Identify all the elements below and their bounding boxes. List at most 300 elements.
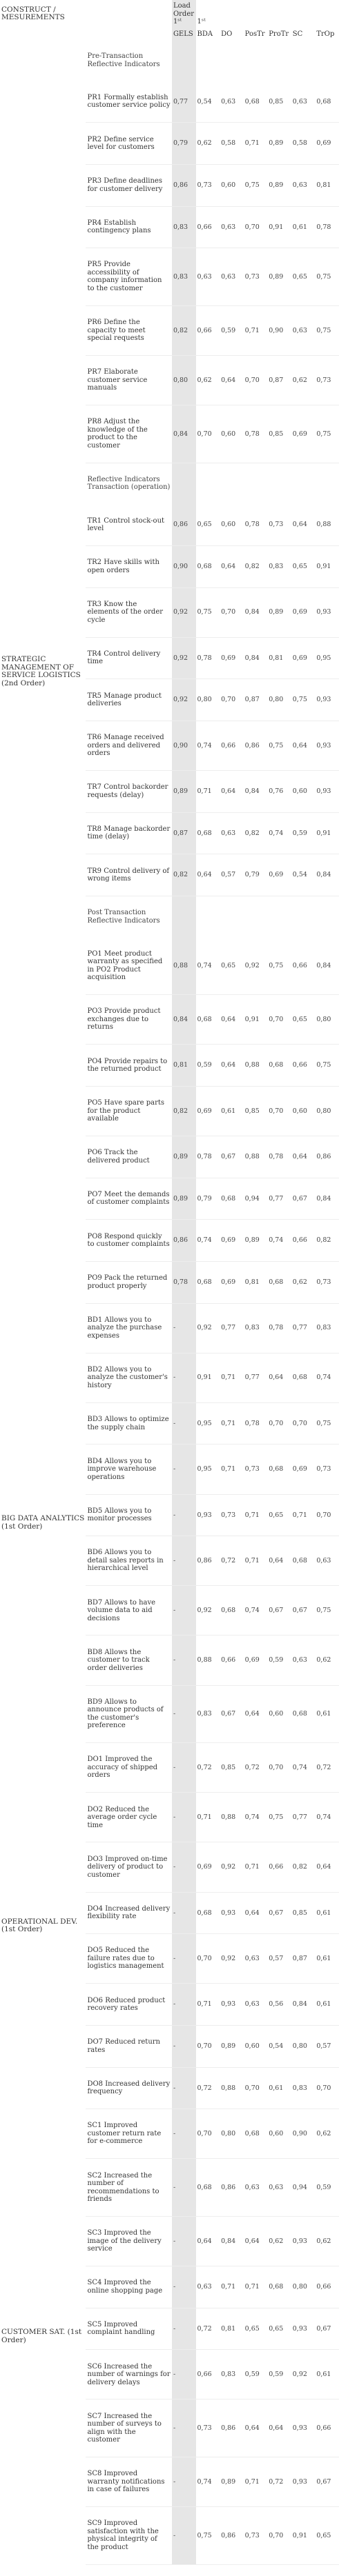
loading-cell-postr [244,463,268,504]
col-header-gels: GELS [172,28,196,41]
indicator-label: TR1 Control stock-out level [86,504,171,545]
loading-cell-sc: 0,64 [291,721,316,770]
loading-cell-trop: 0,61 [315,1934,339,1984]
loading-cell-postr: 0,88 [244,1136,268,1178]
loading-cell-postr: 0,74 [244,1586,268,1636]
loading-cell-trop: 0,73 [315,355,339,405]
indicator-label: SC7 Increased the number of surveys to align with the customer [86,2399,171,2457]
loading-cell-protr: 0,87 [267,355,291,405]
indicator-label: DO1 Improved the accuracy of shipped orders [86,1743,171,1793]
loading-cell-bda: 0,75 [196,587,220,637]
col-header-do: DO [221,30,233,38]
indicator-label: PR7 Elaborate customer service manuals [86,355,171,405]
loading-cell-gels: 0,86 [172,504,196,545]
col-header-sc: SC [292,30,303,38]
loading-cell-postr [244,40,268,81]
loading-cell-postr: 0,68 [244,81,268,123]
loading-cell-protr: 0,89 [267,587,291,637]
loading-cell-gels: 0,82 [172,1086,196,1136]
loading-cell-do: 0,66 [220,1636,244,1685]
loading-cell-gels: 0,89 [172,1136,196,1178]
loading-cell-postr: 0,79 [244,854,268,896]
loading-cell-bda: 0,78 [196,1136,220,1178]
loading-cell-sc: 0,60 [291,1086,316,1136]
indicator-label: BD3 Allows to optimize the supply chain [86,1402,171,1445]
loading-cell-postr: 0,71 [244,2457,268,2507]
loading-cell-trop: 0,57 [315,2025,339,2067]
loading-cell-trop: 0,66 [315,2399,339,2457]
loading-cell-do: 0,63 [220,812,244,854]
loading-cell-sc [291,40,316,81]
loading-cell-trop: 0,95 [315,637,339,679]
loading-cell-trop: 0,93 [315,721,339,770]
indicator-label: PR1 Formally establish customer service policy [86,81,171,123]
loading-cell-gels: 0,83 [172,206,196,248]
loading-cell-protr: 0,80 [267,679,291,721]
loading-cell-protr [267,40,291,81]
indicator-label: PO6 Track the delivered product [86,1136,171,1178]
loading-cell-do: 0,93 [220,1892,244,1934]
loading-cell-sc: 0,82 [291,1842,316,1892]
loading-cell-do: 0,67 [220,1136,244,1178]
loading-cell-bda: 0,64 [196,854,220,896]
indicator-label: TR8 Manage backorder time (delay) [86,812,171,854]
loading-cell-gels: - [172,1934,196,1984]
loading-cell-sc: 0,87 [291,1934,316,1984]
loading-cell-protr: 0,74 [267,812,291,854]
loading-cell-trop: 0,61 [315,2350,339,2399]
indicator-label: DO8 Increased delivery frequency [86,2067,171,2109]
indicator-label: SC1 Improved customer return rate for e-commerce [86,2109,171,2159]
loading-cell-sc: 0,54 [291,854,316,896]
loading-cell-bda: 0,68 [196,1261,220,1303]
loading-cell-postr: 0,65 [244,2308,268,2350]
indicator-label: BD8 Allows the customer to track order deliveries [86,1636,171,1685]
loading-cell-do: 0,92 [220,1934,244,1984]
loading-cell-trop: 0,75 [315,405,339,463]
loading-cell-bda: 0,93 [196,1494,220,1536]
loading-cell-protr: 0,68 [267,1045,291,1087]
loading-cell-sc: 0,85 [291,1892,316,1934]
loading-cell-trop: 0,80 [315,995,339,1045]
loading-cell-do: 0,92 [220,1842,244,1892]
loading-cell-sc: 0,59 [291,812,316,854]
indicator-label: DO4 Increased delivery flexibility rate [86,1892,171,1934]
loading-cell-sc: 0,71 [291,1494,316,1536]
loading-cell-protr: 0,56 [267,1984,291,2026]
loading-cell-do: 0,64 [220,995,244,1045]
loading-cell-do: 0,60 [220,504,244,545]
loading-cell-postr: 0,70 [244,206,268,248]
loading-cell-bda: 0,70 [196,2025,220,2067]
loading-cell-sc: 0,77 [291,1303,316,1353]
loading-cell-trop: 0,75 [315,1402,339,1445]
indicator-label: SC3 Improved the image of the delivery service [86,2216,171,2266]
loading-cell-trop: 0,84 [315,854,339,896]
loading-cell-bda: 0,59 [196,1045,220,1087]
loading-cell-do: 0,84 [220,2216,244,2266]
loading-cell-sc: 0,80 [291,2025,316,2067]
loading-cell-sc: 0,70 [291,1402,316,1445]
loading-cell-postr: 0,64 [244,2216,268,2266]
loading-cell-postr: 0,69 [244,1636,268,1685]
loading-cell-protr: 0,66 [267,1842,291,1892]
indicator-label: BD6 Allows you to detail sales reports in hierarchical level [86,1536,171,1586]
loading-cell-bda: 0,68 [196,2159,220,2217]
loading-cell-gels: - [172,1743,196,1793]
table-header [0,0,339,40]
loading-cell-protr: 0,67 [267,1586,291,1636]
loading-cell-postr: 0,70 [244,2067,268,2109]
loading-cell-bda: 0,72 [196,2308,220,2350]
loading-cell-bda: 0,71 [196,771,220,813]
loading-cell-postr: 0,83 [244,1303,268,1353]
loading-cell-postr: 0,70 [244,355,268,405]
loading-cell-gels: 0,84 [172,405,196,463]
loading-cell-postr: 0,64 [244,1685,268,1743]
loading-cell-trop: 0,91 [315,545,339,587]
loading-cell-trop: 0,73 [315,1445,339,1494]
indicator-label: PO8 Respond quickly to customer complaints [86,1220,171,1262]
loading-cell-do: 0,69 [220,637,244,679]
loading-cell-do: 0,60 [220,405,244,463]
loading-cell-gels: - [172,1984,196,2026]
loading-cell-sc: 0,75 [291,679,316,721]
loading-cell-bda: 0,74 [196,721,220,770]
indicator-label: TR6 Manage received orders and delivered orders [86,721,171,770]
loading-cell-bda: 0,71 [196,1984,220,2026]
loading-cell-trop: 0,70 [315,1494,339,1536]
loading-cell-sc: 0,60 [291,771,316,813]
indicator-group-label: Post Transaction Reflective Indicators [87,909,160,925]
loading-cell-do: 0,71 [220,1353,244,1402]
loading-cell-gels: 0,89 [172,771,196,813]
loading-cell-protr: 0,57 [267,1934,291,1984]
section-subheader-row [0,40,339,81]
loading-cell-gels: - [172,1353,196,1402]
loading-cell-postr: 0,59 [244,2350,268,2399]
loading-cell-postr: 0,71 [244,305,268,355]
indicator-label: BD2 Allows you to analyze the customer's history [86,1353,171,1402]
loading-cell-postr: 0,86 [244,721,268,770]
loading-cell-trop: 0,62 [315,1636,339,1685]
loading-cell-trop: 0,67 [315,2457,339,2507]
loading-cell-sc [291,896,316,937]
loading-cell-sc: 0,61 [291,206,316,248]
indicator-label: PO3 Provide product exchanges due to returns [86,995,171,1045]
loading-cell-bda: 0,63 [196,248,220,306]
indicator-label: PO4 Provide repairs to the returned product [86,1045,171,1087]
loading-cell-bda: 0,68 [196,545,220,587]
loading-cell-trop: 0,81 [315,164,339,206]
loading-cell-sc: 0,93 [291,2457,316,2507]
loading-cell-do: 0,65 [220,938,244,995]
loading-cell-do: 0,81 [220,2308,244,2350]
loading-cell-sc: 0,90 [291,2109,316,2159]
loading-cell-do: 0,69 [220,1220,244,1262]
indicator-label: DO2 Reduced the average order cycle time [86,1793,171,1842]
indicator-label: TR3 Know the elements of the order cycle [86,587,171,637]
loading-cell-protr: 0,89 [267,164,291,206]
loading-cell-trop: 0,91 [315,812,339,854]
loading-cell-bda: 0,75 [196,2507,220,2565]
loading-cell-trop: 0,84 [315,1178,339,1220]
loading-cell-trop: 0,75 [315,248,339,306]
indicator-label: PR4 Establish contingency plans [86,206,171,248]
loading-cell-postr: 0,82 [244,812,268,854]
loading-cell-bda: 0,88 [196,1636,220,1685]
loading-cell-trop: 0,70 [315,2067,339,2109]
loading-cell-protr: 0,67 [267,1892,291,1934]
loading-cell-do: 0,89 [220,2457,244,2507]
loading-cell-bda: 0,78 [196,637,220,679]
loading-cell-protr: 0,74 [267,1220,291,1262]
indicator-label: PO9 Pack the returned product properly [86,1261,171,1303]
loading-cell-protr: 0,89 [267,248,291,306]
loading-cell-gels: 0,82 [172,305,196,355]
loading-cell-bda: 0,86 [196,1536,220,1586]
loading-cell-sc: 0,65 [291,995,316,1045]
loading-cell-trop: 0,72 [315,1743,339,1793]
loading-cell-bda: 0,73 [196,2399,220,2457]
loading-cell-protr: 0,62 [267,2216,291,2266]
loading-cell-do: 0,93 [220,1984,244,2026]
loading-cell-bda: 0,66 [196,305,220,355]
loading-cell-do: 0,59 [220,305,244,355]
loading-cell-do: 0,86 [220,2507,244,2565]
loading-cell-do: 0,80 [220,2109,244,2159]
loading-cell-postr: 0,89 [244,1220,268,1262]
loading-cell-do: 0,68 [220,1178,244,1220]
loading-cell-gels: 0,78 [172,1261,196,1303]
loading-cell-sc: 0,69 [291,637,316,679]
loading-cell-bda: 0,71 [196,1793,220,1842]
loading-cell-trop: 0,75 [315,1045,339,1087]
indicator-label: SC5 Improved complaint handling [86,2308,171,2350]
loading-cell-bda: 0,66 [196,2350,220,2399]
loading-cell-sc: 0,62 [291,1261,316,1303]
loading-cell-do: 0,60 [220,164,244,206]
loading-cell-bda: 0,64 [196,2216,220,2266]
loading-cell-do: 0,89 [220,2025,244,2067]
loading-cell-gels [172,40,196,81]
loading-cell-sc: 0,68 [291,1536,316,1586]
loading-cell-bda: 0,72 [196,2067,220,2109]
item-header [86,0,171,28]
loading-cell-gels: - [172,1536,196,1586]
loading-cell-trop: 0,69 [315,123,339,165]
loading-cell-bda: 0,74 [196,1220,220,1262]
loading-cell-bda: 0,74 [196,938,220,995]
table-body [0,40,339,2564]
indicator-label: SC6 Increased the number of warnings for delivery delays [86,2350,171,2399]
loading-cell-gels: - [172,2025,196,2067]
loading-cell-do: 0,58 [220,123,244,165]
loading-cell-trop: 0,93 [315,587,339,637]
loading-cell-bda: 0,70 [196,405,220,463]
loading-cell-trop [315,896,339,937]
loading-cell-gels: 0,82 [172,854,196,896]
loading-cell-postr: 0,64 [244,1892,268,1934]
loading-cell-gels: - [172,1892,196,1934]
loading-cell-protr: 0,65 [267,2308,291,2350]
loading-cell-postr: 0,71 [244,2266,268,2308]
loading-cell-gels: - [172,2109,196,2159]
indicator-label: DO6 Reduced product recovery rates [86,1984,171,2026]
loading-cell-do: 0,68 [220,1586,244,1636]
loading-cell-gels: - [172,1842,196,1892]
loading-cell-protr: 0,81 [267,637,291,679]
loading-cell-gels: - [172,2159,196,2217]
loading-cell-protr: 0,63 [267,2159,291,2217]
loading-cell-postr: 0,73 [244,1445,268,1494]
loading-cell-sc: 0,68 [291,1685,316,1743]
loading-cell-do: 0,83 [220,2350,244,2399]
table-row [0,2109,339,2159]
loading-cell-protr: 0,85 [267,81,291,123]
loading-cell-postr: 0,63 [244,1934,268,1984]
loading-cell-do: 0,64 [220,1045,244,1087]
loading-cell-sc [291,463,316,504]
loading-cell-protr [267,896,291,937]
loading-cell-gels: 0,87 [172,812,196,854]
loading-cell-protr: 0,91 [267,206,291,248]
loading-cell-trop: 0,63 [315,1536,339,1586]
indicator-label: TR9 Control delivery of wrong items [86,854,171,896]
loading-cell-bda: 0,65 [196,504,220,545]
loading-cell-bda: 0,62 [196,123,220,165]
loading-cell-protr: 0,70 [267,1402,291,1445]
loading-cell-sc: 0,58 [291,123,316,165]
indicator-label: DO7 Reduced return rates [86,2025,171,2067]
indicator-label: PR2 Define service level for customers [86,123,171,165]
table-row [0,1743,339,1793]
loading-cell-do: 0,73 [220,1494,244,1536]
loading-cell-protr: 0,90 [267,305,291,355]
col-header-protr: ProTr [269,30,289,38]
loading-cell-bda: 0,70 [196,2109,220,2159]
loading-cell-gels: 0,84 [172,995,196,1045]
loading-cell-gels: - [172,1636,196,1685]
loading-cell-gels: 0,86 [172,164,196,206]
loading-cell-do [220,896,244,937]
loading-cell-protr: 0,76 [267,771,291,813]
loading-cell-postr: 0,60 [244,2025,268,2067]
indicator-label: PR6 Define the capacity to meet special requests [86,305,171,355]
loading-cell-postr: 0,72 [244,1743,268,1793]
loading-cell-postr [244,896,268,937]
loading-cell-do: 0,77 [220,1303,244,1353]
loading-cell-gels: 0,89 [172,1178,196,1220]
loading-cell-do: 0,69 [220,1261,244,1303]
loading-cell-protr: 0,77 [267,1178,291,1220]
indicator-label: DO3 Improved on-time delivery of product to customer [86,1842,171,1892]
loading-cell-postr: 0,87 [244,679,268,721]
loading-cell-postr: 0,78 [244,1402,268,1445]
col-header-postr: PosTr [244,30,265,38]
loading-cell-postr: 0,81 [244,1261,268,1303]
loading-cell-do: 0,71 [220,1402,244,1445]
indicator-label: BD7 Allows to have volume data to aid decisions [86,1586,171,1636]
loading-cell-bda: 0,95 [196,1402,220,1445]
loading-cell-bda: 0,91 [196,1353,220,1402]
loading-cell-gels: 0,88 [172,938,196,995]
loading-cell-postr: 0,75 [244,164,268,206]
loading-cell-trop: 0,80 [315,1086,339,1136]
loading-cell-postr: 0,92 [244,938,268,995]
loading-cell-bda [196,896,220,937]
loading-cell-trop: 0,73 [315,1261,339,1303]
loading-cell-protr: 0,64 [267,1536,291,1586]
loading-cell-gels: - [172,2457,196,2507]
loading-cell-gels: 0,92 [172,587,196,637]
loading-cell-sc: 0,64 [291,504,316,545]
loading-cell-postr: 0,71 [244,1536,268,1586]
loading-cell-sc: 0,63 [291,164,316,206]
loading-cell-gels: - [172,1402,196,1445]
loading-cell-gels: 0,92 [172,637,196,679]
loading-cell-sc: 0,91 [291,2507,316,2565]
loading-cell-sc: 0,64 [291,1136,316,1178]
loading-cell-do: 0,64 [220,545,244,587]
loading-cell-trop: 0,83 [315,1303,339,1353]
loading-cell-trop: 0,62 [315,2216,339,2266]
loading-cell-trop: 0,74 [315,1353,339,1402]
indicator-label: TR4 Control delivery time [86,637,171,679]
loading-cell-bda: 0,79 [196,1178,220,1220]
loading-cell-bda: 0,72 [196,1743,220,1793]
loading-cell-do: 0,61 [220,1086,244,1136]
indicator-label: BD1 Allows you to analyze the purchase expenses [86,1303,171,1353]
loading-cell-gels: - [172,1303,196,1353]
loading-cell-protr: 0,70 [267,995,291,1045]
loading-cell-protr: 0,73 [267,504,291,545]
loading-cell-sc: 0,69 [291,587,316,637]
loading-cell-do [220,40,244,81]
loading-cell-sc: 0,74 [291,1743,316,1793]
load-order-1-header: Load Order 1ˢᵗ [172,0,196,28]
loading-cell-protr: 0,68 [267,1445,291,1494]
loading-cell-postr: 0,64 [244,2399,268,2457]
loading-cell-sc: 0,94 [291,2159,316,2217]
loading-cell-gels: - [172,2399,196,2457]
loading-cell-bda: 0,68 [196,1892,220,1934]
loading-cell-postr: 0,73 [244,248,268,306]
loading-cell-sc: 0,93 [291,2399,316,2457]
loading-cell-gels [172,896,196,937]
loading-cell-gels: - [172,2266,196,2308]
loading-cell-do: 0,64 [220,355,244,405]
loading-cell-bda: 0,83 [196,1685,220,1743]
loading-cell-sc: 0,68 [291,1353,316,1402]
loading-cell-gels: 0,83 [172,248,196,306]
loading-cell-postr: 0,68 [244,2109,268,2159]
loading-cell-gels: - [172,2507,196,2565]
loading-cell-gels: 0,90 [172,545,196,587]
construct-label: CUSTOMER SAT. (1st Order) [1,2328,82,2344]
loading-cell-protr: 0,59 [267,2350,291,2399]
loading-cell-gels: 0,77 [172,81,196,123]
loading-cell-trop: 0,64 [315,1842,339,1892]
construct-label: OPERATIONAL DEV. (1st Order) [1,1917,78,1934]
indicator-label: DO5 Reduced the failure rates due to logistics management [86,1934,171,1984]
loading-cell-protr: 0,89 [267,123,291,165]
loading-cell-postr: 0,84 [244,771,268,813]
loading-cell-protr: 0,75 [267,938,291,995]
loading-cell-protr [267,463,291,504]
loading-cell-bda: 0,92 [196,1303,220,1353]
construct-header: CONSTRUCT / MESUREMENTS [1,5,65,22]
